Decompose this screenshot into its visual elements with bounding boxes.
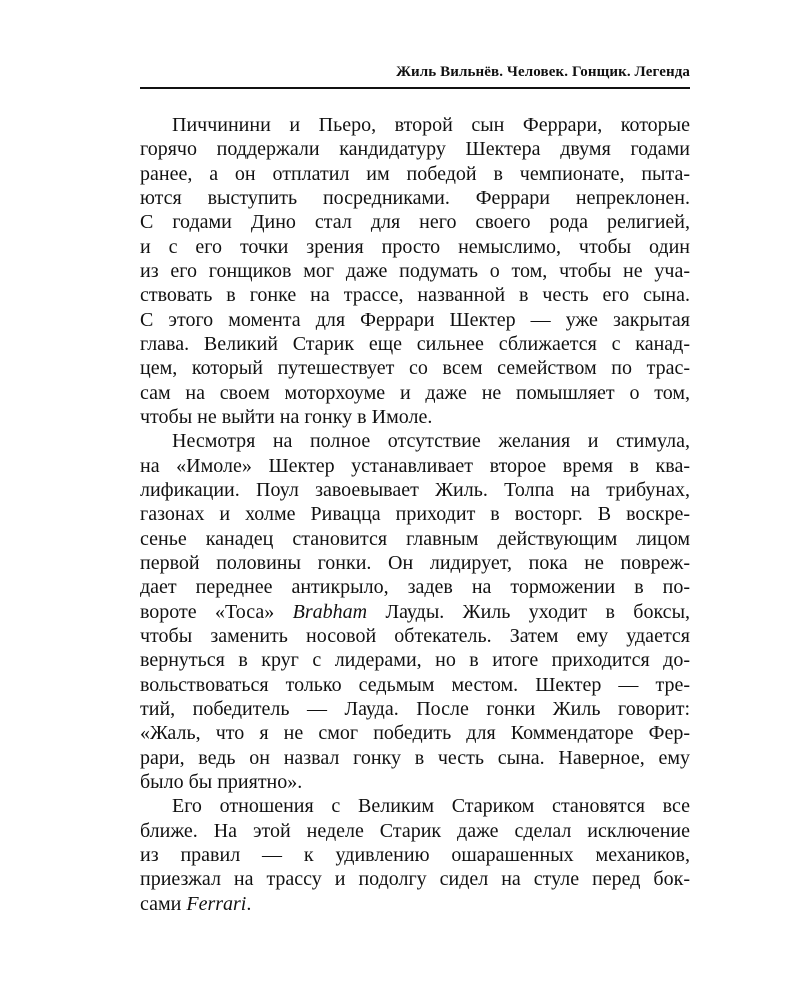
text-line: было бы приятно». [140, 770, 303, 793]
text-line: чтобы заменить носовой обтекатель. Затем ему удается [140, 624, 690, 647]
text-line: вольствоваться только седьмым местом. Шектер — тре- [140, 673, 690, 696]
text-line: тий, победитель — Лауда. После гонки Жиль говорит: [140, 697, 690, 720]
text-line: С годами Дино стал для него своего рода религией, [140, 211, 690, 234]
text-line: сенье канадец становится главным действующим лицом [140, 527, 690, 550]
text-line: рари, ведь он назвал гонку в честь сына. Наверное, ему [140, 746, 690, 769]
text-line: из правил — к удивлению ошарашенных механиков, [140, 843, 690, 866]
text-line: из его гонщиков мог даже подумать о том, чтобы не уча- [140, 259, 690, 282]
text-line: на «Имоле» Шектер устанавливает второе время в ква- [140, 454, 690, 477]
text-line: глава. Великий Старик еще сильнее сближается с канад- [140, 332, 690, 355]
text-run: Лауды. Жиль уходит в боксы, [367, 600, 690, 623]
page-body [140, 113, 690, 916]
text-line: приезжал на трассу и подолгу сидел на стуле перед бок- [140, 868, 690, 891]
header-rule [140, 87, 690, 89]
text-line: Пиччинини и Пьеро, второй сын Феррари, которые [172, 114, 690, 136]
text-line: и с его точки зрения просто немыслимо, чтобы один [140, 235, 690, 258]
text-run: . [246, 892, 252, 915]
text-run: сами [140, 892, 187, 915]
text-line: первой половины гонки. Он лидирует, пока не повреж- [140, 551, 690, 574]
text-line: Несмотря на полное отсутствие желания и стимула, [172, 430, 690, 453]
text-line: газонах и холме Риваццa приходит в восторг. В воскре- [140, 503, 690, 526]
italic-team-name: Ferrari [186, 892, 247, 915]
text-line-with-italic [140, 892, 690, 916]
text-line: С этого момента для Феррари Шектер — уже закрытая [140, 308, 690, 331]
text-line: горячо поддержали кандидатуру Шектера двумя годами [140, 138, 690, 161]
text-line: вернуться в круг с лидерами, но в итоге приходится до- [140, 649, 690, 672]
text-line: цем, который путешествует со всем семейством по трас- [140, 357, 690, 380]
text-line: ближе. На этой неделе Старик даже сделал исключение [140, 819, 690, 842]
text-line: ранее, а он отплатил им победой в чемпионате, пыта- [140, 162, 690, 185]
text-run: вороте «Тоса» [140, 600, 293, 623]
running-head-title: Жиль Вильнёв. Человек. Гонщик. Легенда [396, 64, 690, 80]
text-line: Его отношения с Великим Стариком становятся все [172, 795, 690, 818]
text-line: сам на своем моторхоуме и даже не помышляет о том, [140, 381, 690, 404]
text-line: дает переднее антикрыло, задев на торможении в по- [140, 576, 690, 599]
text-line-with-italic [140, 600, 690, 624]
text-line: ются выступить посредниками. Феррари непреклонен. [140, 186, 690, 209]
text-line: чтобы не выйти на гонку в Имоле. [140, 405, 433, 428]
text-line: ствовать в гонке на трассе, названной в честь его сына. [140, 284, 690, 307]
text-line: «Жаль, что я не смог победить для Коммендаторе Фер- [140, 722, 690, 745]
italic-car-name: Brabham [292, 600, 368, 623]
text-line: лификации. Поул завоевывает Жиль. Толпа на трибунах, [140, 478, 690, 501]
